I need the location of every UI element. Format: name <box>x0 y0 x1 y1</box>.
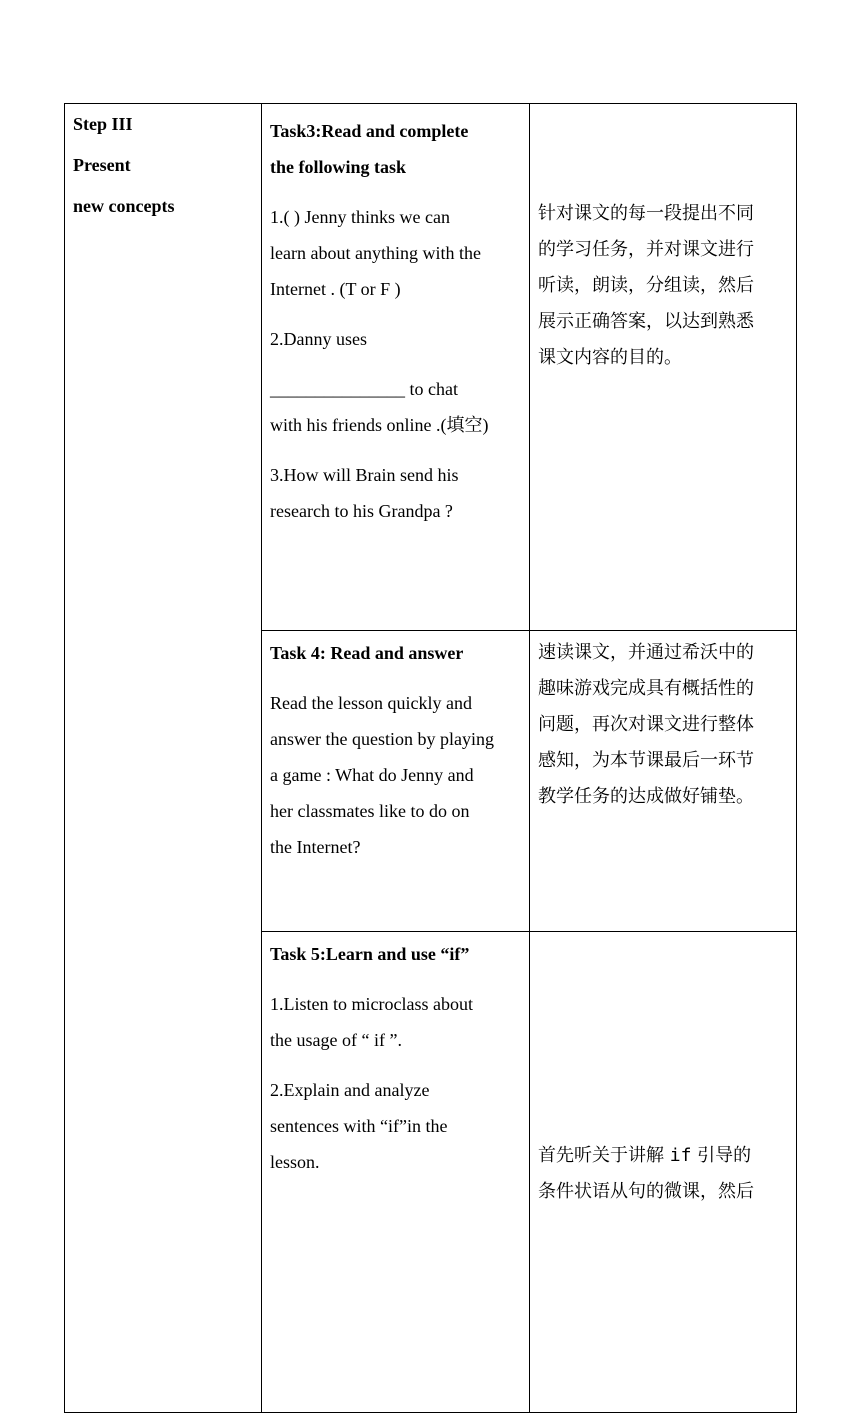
task3-question-2-label: 2.Danny uses <box>270 329 367 349</box>
step-subtitle-2: new concepts <box>73 196 175 216</box>
task3-question-2: _______________ to chat with his friends online .(填空) <box>270 379 489 435</box>
step-subtitle: Present <box>73 155 131 175</box>
task5-cell <box>262 932 530 1413</box>
task5-point-2: 2.Explain and analyze sentences with “if”in the lesson. <box>270 1080 448 1172</box>
task3-question-3: 3.How will Brain send his research to his Grandpa ? <box>270 465 459 521</box>
task5-title: Task 5:Learn and use “if” <box>270 944 470 964</box>
task5-note-cell <box>530 932 797 1413</box>
lesson-plan-table <box>64 103 797 1413</box>
task3-note-cell <box>530 104 797 631</box>
task4-note-cell <box>530 631 797 932</box>
task3-note: 针对课文的每一段提出不同 的学习任务，并对课文进行 听读，朗读，分组读，然后 展示正确答案，以达到熟悉 课文内容的目的。 <box>538 203 754 368</box>
task3-cell <box>262 104 530 631</box>
step-title: Step III <box>73 114 133 134</box>
task3-question-1: 1.( ) Jenny thinks we can learn about anything with the Internet . (T or F ) <box>270 207 481 299</box>
task5-point-1: 1.Listen to microclass about the usage of “ if ”. <box>270 994 473 1050</box>
task4-body: Read the lesson quickly and answer the question by playing a game : What do Jenny and her classmates like to do on the Internet? <box>270 693 494 857</box>
step-cell <box>65 104 262 1413</box>
task4-title: Task 4: Read and answer <box>270 643 464 663</box>
task4-note: 速读课文，并通过希沃中的 趣味游戏完成具有概括性的 问题，再次对课文进行整体 感知，为本节课最后一环节 教学任务的达成做好铺垫。 <box>538 642 754 807</box>
task4-cell <box>262 631 530 932</box>
task5-note: 首先听关于讲解 if 引导的 条件状语从句的微课，然后 <box>538 1145 754 1202</box>
task3-title: Task3:Read and complete the following task <box>270 121 469 177</box>
table-row <box>65 104 797 631</box>
